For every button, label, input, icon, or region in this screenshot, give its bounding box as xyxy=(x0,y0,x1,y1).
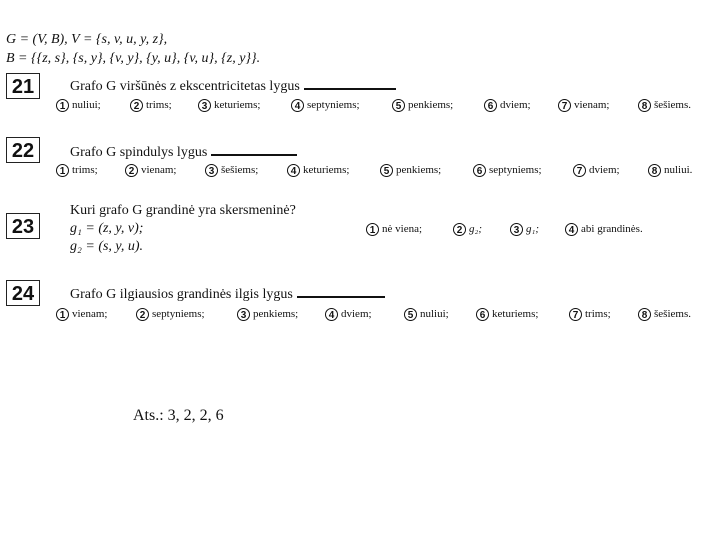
question-23-chain-g2: g₂ = (s, y, u). xyxy=(70,239,144,254)
question-21-number: 21 xyxy=(6,73,40,99)
question-21-prompt: Grafo G viršūnės z ekscentricitetas lygus xyxy=(70,79,300,94)
q22-option-1[interactable] xyxy=(56,164,98,177)
option-label: keturiems; xyxy=(492,308,539,321)
q22-option-2[interactable] xyxy=(125,164,176,177)
question-23-prompt: Kuri grafo G grandinė yra skersmeninė? xyxy=(70,203,296,218)
option-label: penkiems; xyxy=(396,164,442,177)
option-label: g₁; xyxy=(526,223,539,236)
option-number-icon: 4 xyxy=(291,99,304,112)
q24-option-4[interactable] xyxy=(325,308,372,321)
option-label: dviem; xyxy=(500,99,531,112)
option-label: trims; xyxy=(585,308,611,321)
q22-option-3[interactable] xyxy=(205,164,258,177)
q22-option-5[interactable] xyxy=(380,164,441,177)
option-label: penkiems; xyxy=(253,308,299,321)
question-22-prompt: Grafo G spindulys lygus xyxy=(70,145,208,160)
option-label: dviem; xyxy=(341,308,372,321)
option-number-icon: 5 xyxy=(380,164,393,177)
option-label: g₂; xyxy=(469,223,482,236)
option-label: keturiems; xyxy=(214,99,261,112)
option-number-icon: 3 xyxy=(205,164,218,177)
option-number-icon: 4 xyxy=(287,164,300,177)
graph-vertices-line: G = (V, B), V = {s, v, u, y, z}, xyxy=(6,32,168,47)
q24-option-7[interactable] xyxy=(569,308,611,321)
q22-option-8[interactable] xyxy=(648,164,692,177)
option-number-icon: 2 xyxy=(125,164,138,177)
q21-option-5[interactable] xyxy=(392,99,453,112)
q21-option-1[interactable] xyxy=(56,99,101,112)
q22-option-6[interactable] xyxy=(473,164,542,177)
option-number-icon: 2 xyxy=(136,308,149,321)
option-label: nuliui; xyxy=(72,99,101,112)
q21-option-4[interactable] xyxy=(291,99,360,112)
option-number-icon: 5 xyxy=(404,308,417,321)
option-label: nuliui; xyxy=(420,308,449,321)
option-label: vienam; xyxy=(141,164,177,177)
option-number-icon: 2 xyxy=(130,99,143,112)
option-label: šešiems. xyxy=(654,99,691,112)
question-23-chain-g1: g₁ = (z, y, v); xyxy=(70,221,144,236)
option-number-icon: 6 xyxy=(476,308,489,321)
option-number-icon: 8 xyxy=(638,308,651,321)
question-24-number: 24 xyxy=(6,280,40,306)
q21-option-2[interactable] xyxy=(130,99,172,112)
option-label: keturiems; xyxy=(303,164,350,177)
question-24-prompt: Grafo G ilgiausios grandinės ilgis lygus xyxy=(70,287,293,302)
q21-option-3[interactable] xyxy=(198,99,260,112)
option-number-icon: 1 xyxy=(56,99,69,112)
graph-definition xyxy=(6,30,260,68)
option-number-icon: 8 xyxy=(638,99,651,112)
option-label: septyniems; xyxy=(307,99,360,112)
q23-option-4[interactable] xyxy=(565,223,643,236)
question-24-text xyxy=(70,286,385,303)
option-number-icon: 4 xyxy=(565,223,578,236)
q24-option-3[interactable] xyxy=(237,308,298,321)
q24-option-1[interactable] xyxy=(56,308,107,321)
option-label: septyniems; xyxy=(489,164,542,177)
q24-option-2[interactable] xyxy=(136,308,205,321)
option-number-icon: 1 xyxy=(56,308,69,321)
q23-option-1[interactable] xyxy=(366,223,422,236)
option-label: septyniems; xyxy=(152,308,205,321)
q24-option-8[interactable] xyxy=(638,308,691,321)
q21-option-7[interactable] xyxy=(558,99,609,112)
option-number-icon: 3 xyxy=(510,223,523,236)
question-22-text xyxy=(70,144,297,161)
option-number-icon: 2 xyxy=(453,223,466,236)
option-label: vienam; xyxy=(72,308,108,321)
option-number-icon: 7 xyxy=(558,99,571,112)
option-label: abi grandinės. xyxy=(581,223,643,236)
question-23-number: 23 xyxy=(6,213,40,239)
q23-option-3[interactable] xyxy=(510,223,539,236)
option-label: penkiems; xyxy=(408,99,454,112)
q24-option-6[interactable] xyxy=(476,308,538,321)
option-number-icon: 6 xyxy=(484,99,497,112)
q24-option-5[interactable] xyxy=(404,308,449,321)
q21-option-6[interactable] xyxy=(484,99,531,112)
q22-option-7[interactable] xyxy=(573,164,620,177)
option-number-icon: 8 xyxy=(648,164,661,177)
option-label: trims; xyxy=(72,164,98,177)
answer-text: Ats.: 3, 2, 2, 6 xyxy=(133,407,224,424)
option-number-icon: 1 xyxy=(366,223,379,236)
option-label: nuliui. xyxy=(664,164,693,177)
option-number-icon: 3 xyxy=(237,308,250,321)
option-number-icon: 4 xyxy=(325,308,338,321)
graph-edges-line: B = {{z, s}, {s, y}, {v, y}, {y, u}, {v, u}, {z, y}}. xyxy=(6,51,261,66)
question-22-number: 22 xyxy=(6,137,40,163)
question-21-text xyxy=(70,78,396,95)
option-label: šešiems; xyxy=(221,164,259,177)
q22-option-4[interactable] xyxy=(287,164,349,177)
option-number-icon: 1 xyxy=(56,164,69,177)
question-21-blank xyxy=(304,78,396,90)
option-label: vienam; xyxy=(574,99,610,112)
option-number-icon: 7 xyxy=(569,308,582,321)
option-label: nė viena; xyxy=(382,223,423,236)
question-22-blank xyxy=(211,144,297,156)
q21-option-8[interactable] xyxy=(638,99,691,112)
option-number-icon: 6 xyxy=(473,164,486,177)
question-24-blank xyxy=(297,286,385,298)
option-label: šešiems. xyxy=(654,308,691,321)
option-label: trims; xyxy=(146,99,172,112)
option-number-icon: 3 xyxy=(198,99,211,112)
option-number-icon: 5 xyxy=(392,99,405,112)
q23-option-2[interactable] xyxy=(453,223,482,236)
option-number-icon: 7 xyxy=(573,164,586,177)
option-label: dviem; xyxy=(589,164,620,177)
